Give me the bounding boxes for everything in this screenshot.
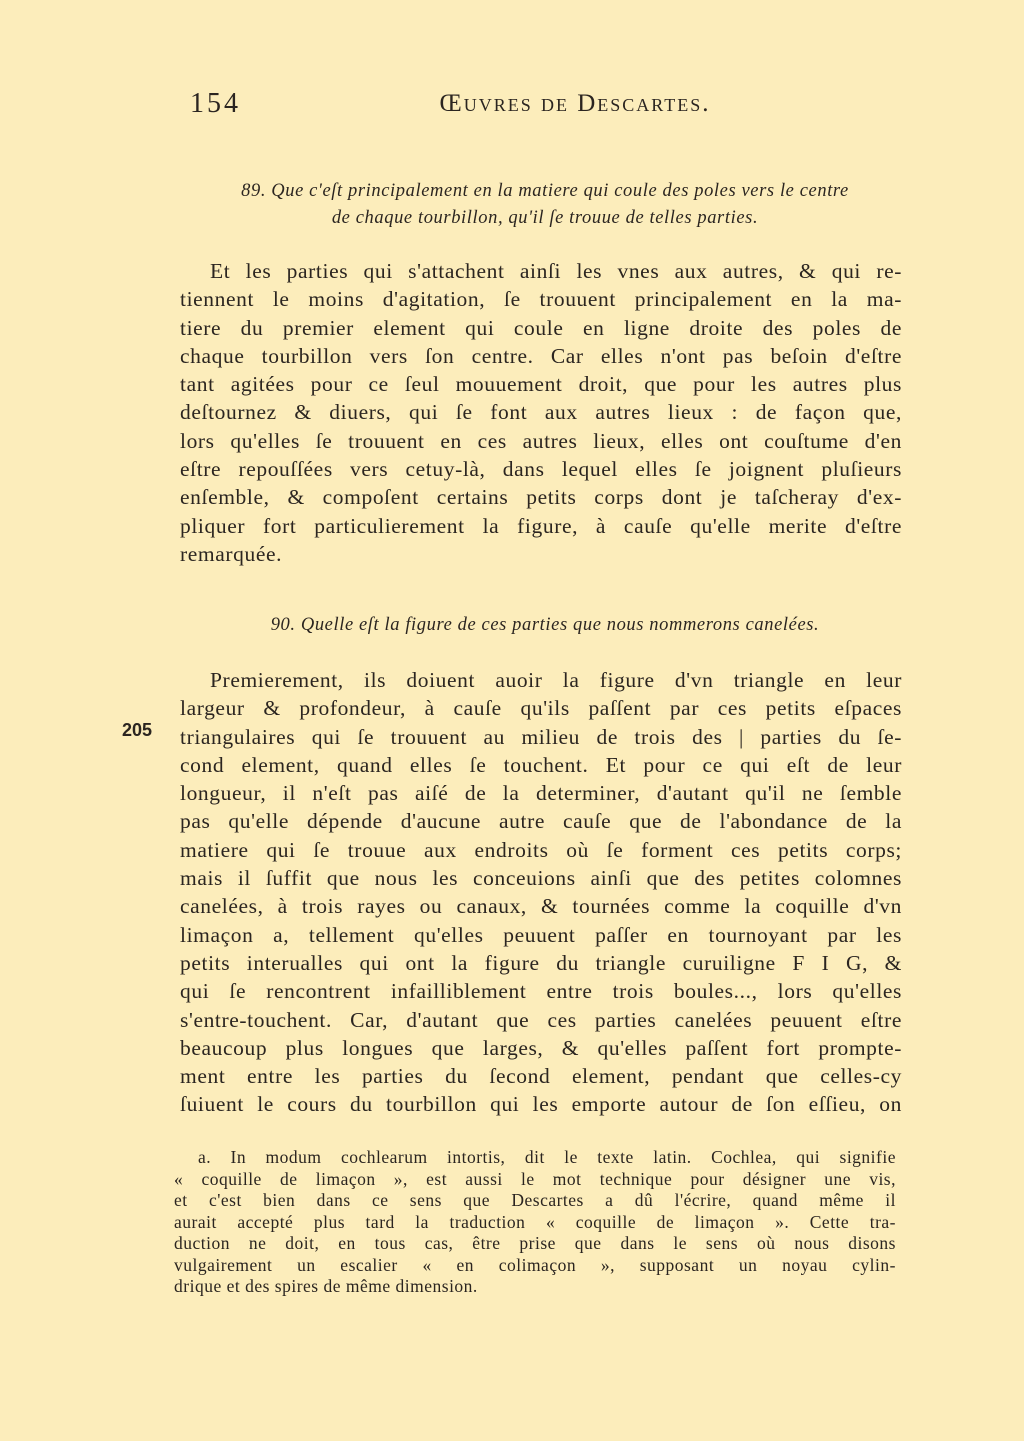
paragraph-line: Premierement, ils doiuent auoir la figure d'vn triangle en leur bbox=[210, 668, 902, 692]
paragraph-line: enſemble, & compoſent certains petits corps dont je taſcheray d'ex- bbox=[180, 485, 902, 510]
paragraph-line: pas qu'elle dépende d'aucune autre cauſe que de l'abondance de la bbox=[180, 809, 902, 834]
margin-page-reference: 205 bbox=[122, 720, 153, 740]
paragraph-line: tiennent le moins d'agitation, ſe trouuent principalement en la ma- bbox=[180, 287, 902, 312]
paragraph-line: deſtournez & diuers, qui ſe font aux autres lieux : de façon que, bbox=[180, 400, 902, 425]
footnote-line: drique et des spires de même dimension. bbox=[174, 1276, 478, 1296]
paragraph-line: lors qu'elles ſe trouuent en ces autres lieux, elles ont couſtume d'en bbox=[180, 428, 902, 453]
paragraph-line: largeur & profondeur, à cauſe qu'ils paſſent par ces petits eſpaces bbox=[180, 696, 902, 721]
paragraph-line: ment entre les parties du ſecond element, pendant que celles-cy bbox=[180, 1064, 902, 1089]
paragraph-line: s'entre-touchent. Car, d'autant que ces parties canelées peuuent eſtre bbox=[180, 1007, 902, 1032]
paragraph-line: matiere qui ſe trouue aux endroits où ſe forment ces petits corps; bbox=[180, 837, 902, 862]
section-89-heading bbox=[186, 178, 904, 232]
paragraph-line: eſtre repouſſées vers cetuy-là, dans lequel elles ſe joignent pluſieurs bbox=[180, 457, 902, 482]
paragraph-line: triangulaires qui ſe trouuent au milieu de trois des | parties du ſe- bbox=[180, 724, 902, 749]
section-90-heading: 90. Quelle eſt la figure de ces parties que nous nommerons canelées. bbox=[270, 615, 820, 635]
page-header bbox=[190, 88, 900, 128]
footnote-line: vulgairement un escalier « en colimaçon », supposant un noyau cylin- bbox=[174, 1254, 896, 1275]
paragraph-line: remarquée. bbox=[180, 541, 283, 566]
page-number: 154 bbox=[190, 88, 241, 119]
paragraph-line: pliquer fort particulierement la figure, à cauſe qu'elle merite d'eſtre bbox=[180, 513, 902, 538]
footnote-line: a. In modum cochlearum intortis, dit le texte latin. Cochlea, qui signifie bbox=[198, 1147, 896, 1167]
footnote-line: duction ne doit, en tous cas, être prise que dans le sens où nous disons bbox=[174, 1233, 896, 1253]
footnote-line: « coquille de limaçon », est aussi le mot technique pour désigner une vis, bbox=[174, 1168, 896, 1189]
paragraph-line: cond element, quand elles ſe touchent. Et pour ce qui eſt de leur bbox=[180, 752, 902, 777]
paragraph-line: ſuiuent le cours du tourbillon qui les emporte autour de ſon eſſieu, on bbox=[180, 1092, 902, 1117]
paragraph-line: mais il ſuffit que nous les conceuions ainſi que des petites colomnes bbox=[180, 866, 902, 891]
paragraph-line: canelées, à trois rayes ou canaux, & tournées comme la coquille d'vn bbox=[180, 894, 902, 919]
paragraph-line: chaque tourbillon vers ſon centre. Car elles n'ont pas beſoin d'eſtre bbox=[180, 343, 902, 368]
paragraph-line: limaçon a, tellement qu'elles peuuent paſſer en tournoyant par les bbox=[180, 922, 902, 947]
footnote-line: et c'est bien dans ce sens que Descartes a dû l'écrire, quand même il bbox=[174, 1190, 896, 1210]
paragraph-line: tant agitées pour ce ſeul mouuement droit, que pour les autres plus bbox=[180, 372, 902, 397]
running-title: Œuvres de Descartes. bbox=[439, 90, 711, 117]
paragraph-line: tiere du premier element qui coule en ligne droite des poles de bbox=[180, 315, 902, 340]
section-90-paragraph bbox=[180, 666, 902, 1119]
section-89-heading-line2: de chaque tourbillon, qu'il ſe trouue de telles parties. bbox=[331, 208, 759, 228]
paragraph-line: qui ſe rencontrent infailliblement entre trois boules..., lors qu'elles bbox=[180, 979, 902, 1004]
paragraph-line: longueur, il n'eſt pas aiſé de la determiner, d'autant qu'il ne ſemble bbox=[180, 781, 902, 806]
paragraph-line: Et les parties qui s'attachent ainſi les vnes aux autres, & qui re- bbox=[210, 259, 902, 283]
section-89-heading-line1: 89. Que c'eſt principalement en la matiere qui coule des poles vers le centre bbox=[241, 181, 849, 201]
section-89-paragraph bbox=[180, 257, 902, 568]
paragraph-line: petits interualles qui ont la figure du triangle curuiligne F I G, & bbox=[180, 950, 902, 975]
footnote bbox=[174, 1147, 896, 1298]
paragraph-line: beaucoup plus longues que larges, & qu'elles paſſent fort prompte- bbox=[180, 1035, 902, 1060]
footnote-line: aurait accepté plus tard la traduction « coquille de limaçon ». Cette tra- bbox=[174, 1211, 896, 1232]
